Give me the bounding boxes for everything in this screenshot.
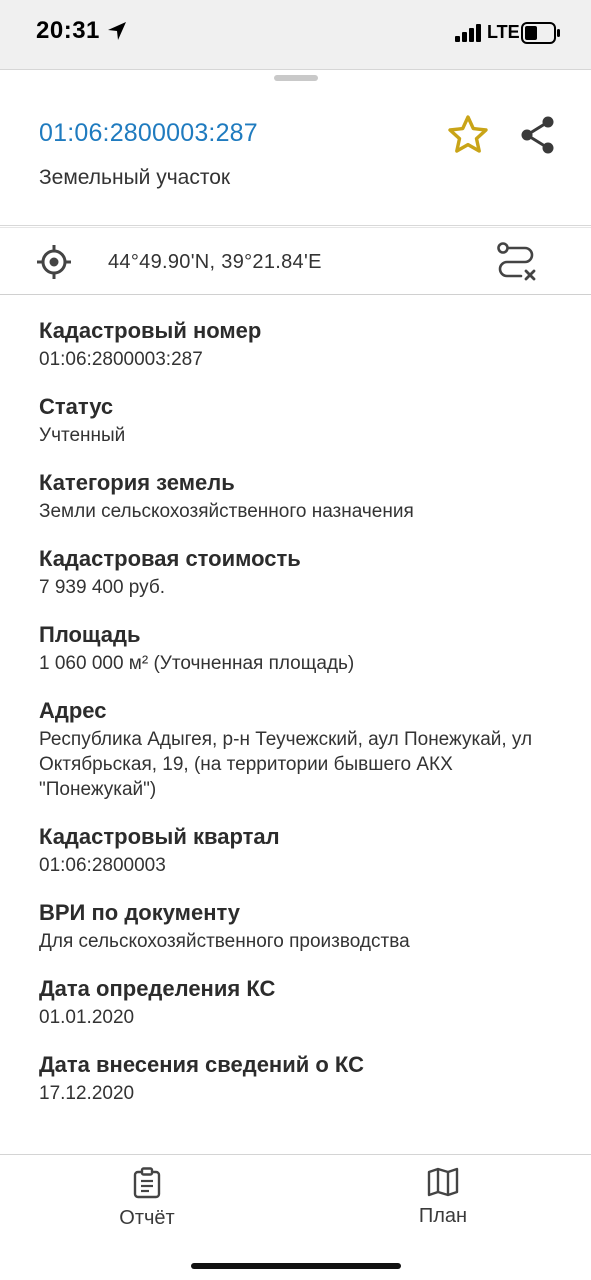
status-time: 20:31 <box>36 17 100 44</box>
star-outline-icon <box>446 113 490 157</box>
field-cadastral-quarter <box>39 823 569 878</box>
field-value: 01:06:2800003:287 <box>39 349 203 370</box>
field-value: Земли сельскохозяйственного назначения <box>39 501 414 522</box>
field-cadastral-value <box>39 545 569 600</box>
home-indicator[interactable] <box>191 1263 401 1269</box>
field-valuation-date <box>39 975 569 1030</box>
field-label: ВРИ по документу <box>39 900 241 925</box>
report-tab-label: Отчёт <box>119 1207 175 1229</box>
details-list <box>39 317 569 1127</box>
network-type: LTE <box>487 22 520 42</box>
sheet-drag-handle[interactable] <box>274 75 318 81</box>
field-label: Адрес <box>39 698 107 723</box>
route-button[interactable] <box>493 240 541 284</box>
field-address <box>39 697 569 802</box>
field-label: Кадастровая стоимость <box>39 546 301 571</box>
route-icon <box>495 241 539 283</box>
report-tab[interactable] <box>77 1167 217 1237</box>
coordinates-text: 44°49.90'N, 39°21.84'E <box>108 251 322 273</box>
field-value: Для сельскохозяйственного производства <box>39 931 410 952</box>
field-value: 17.12.2020 <box>39 1083 135 1104</box>
location-arrow-icon <box>106 20 128 47</box>
field-value: 7 939 400 руб. <box>39 577 166 598</box>
field-value: 1 060 000 м² (Уточненная площадь) <box>39 653 355 674</box>
status-bar <box>0 0 591 70</box>
field-label: Кадастровый квартал <box>39 824 280 849</box>
field-label: Кадастровый номер <box>39 318 262 343</box>
field-value: Республика Адыгея, р-н Теучежский, аул Понежукай, ул Октябрьская, 19, (на территории бывшего АКХ "Понежукай") <box>39 729 533 800</box>
favorite-button[interactable] <box>444 111 492 159</box>
field-value: 01.01.2020 <box>39 1007 135 1028</box>
clipboard-icon <box>133 1167 161 1199</box>
field-label: Дата внесения сведений о КС <box>39 1052 364 1077</box>
object-header <box>0 86 591 226</box>
field-label: Статус <box>39 394 114 419</box>
battery-icon <box>521 22 561 49</box>
field-value: Учтенный <box>39 425 126 446</box>
plan-tab[interactable] <box>373 1167 513 1237</box>
field-area <box>39 621 569 676</box>
parcel-title: 01:06:2800003:287 <box>39 119 258 147</box>
field-value: 01:06:2800003 <box>39 855 166 876</box>
share-button[interactable] <box>514 111 562 159</box>
field-label: Категория земель <box>39 470 235 495</box>
map-icon <box>427 1167 459 1197</box>
plan-tab-label: План <box>418 1205 468 1227</box>
coordinates-row[interactable] <box>0 227 591 295</box>
field-label: Площадь <box>39 622 141 647</box>
field-label: Дата определения КС <box>39 976 276 1001</box>
target-icon <box>36 244 72 285</box>
field-permitted-use <box>39 899 569 954</box>
cellular-signal-icon <box>455 24 483 47</box>
field-entry-date <box>39 1051 569 1106</box>
parcel-subtitle: Земельный участок <box>39 166 231 189</box>
share-icon <box>519 115 557 155</box>
field-cadastral-number <box>39 317 569 372</box>
field-land-category <box>39 469 569 524</box>
bottom-tab-bar <box>0 1154 591 1280</box>
field-status <box>39 393 569 448</box>
